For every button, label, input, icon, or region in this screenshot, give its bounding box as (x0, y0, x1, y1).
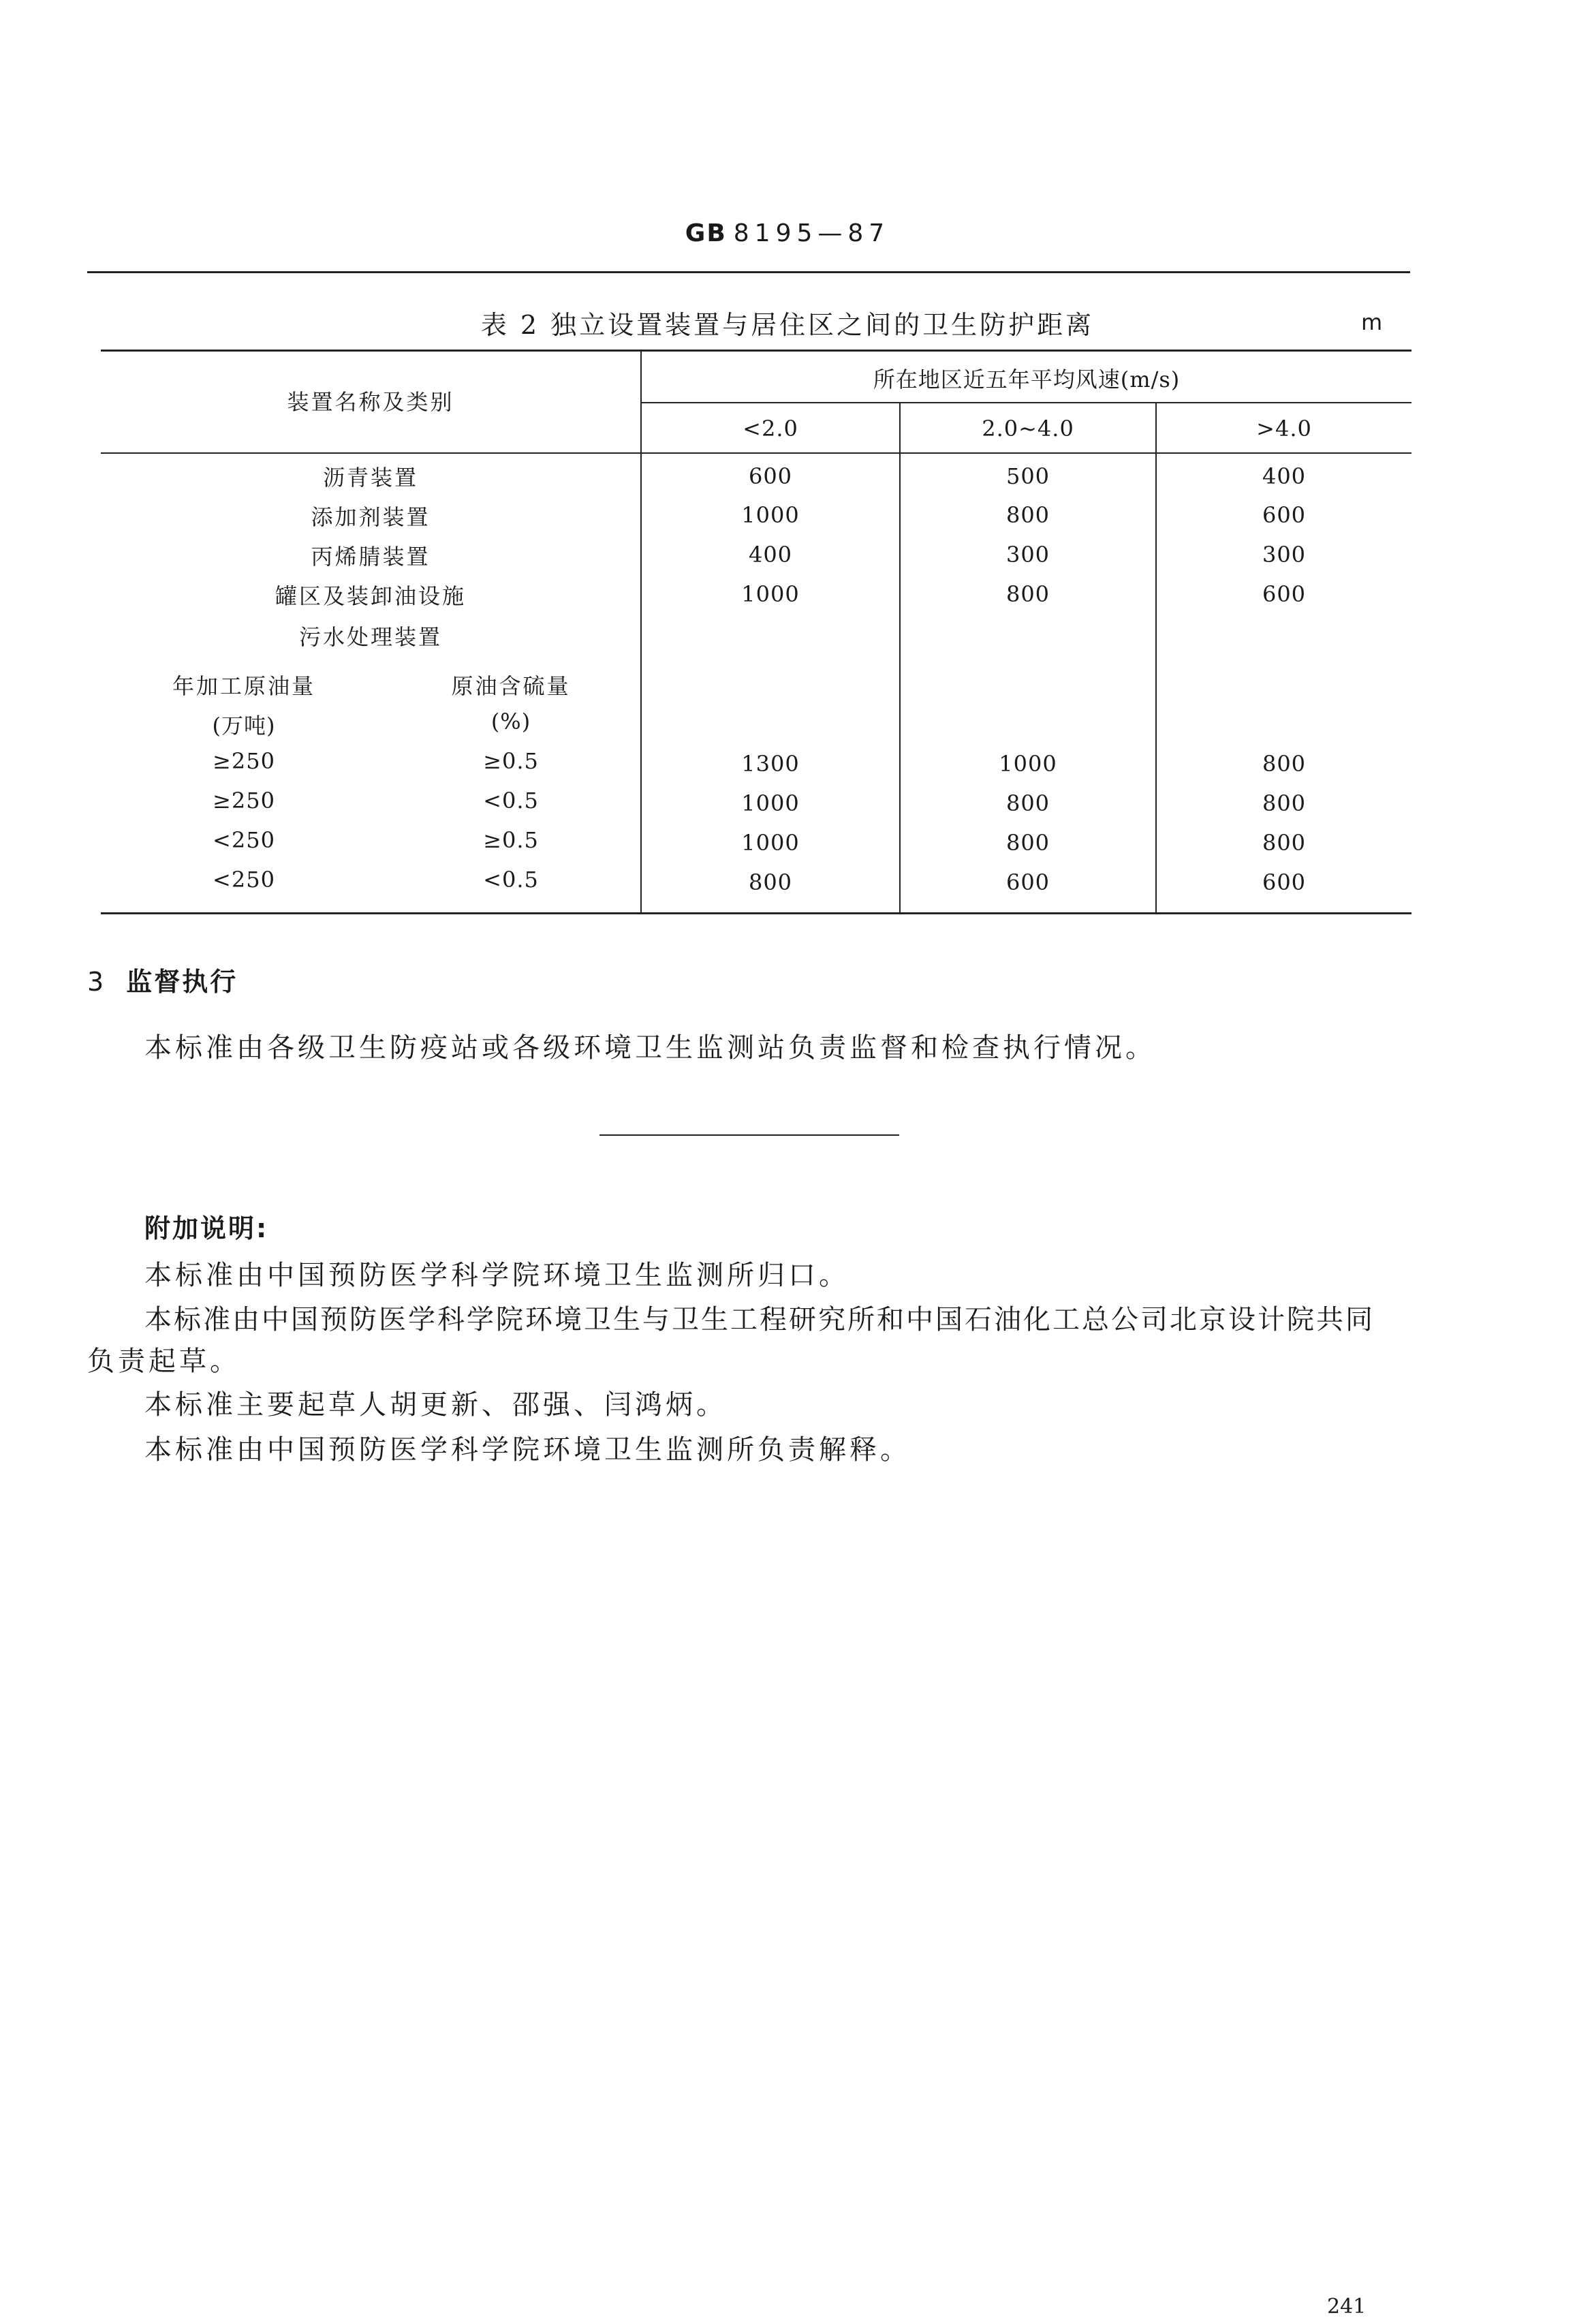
distance-value: 1000 (741, 830, 800, 856)
device-name: 沥青装置 (322, 465, 418, 491)
sulfur-value: <0.5 (483, 867, 539, 893)
table-top-rule (101, 350, 1412, 352)
table-caption: 表 2 独立设置装置与居住区之间的卫生防护距离 (480, 310, 1095, 340)
distance-value: 800 (1005, 790, 1050, 816)
sulfur-value: ≥0.5 (483, 748, 539, 774)
notes-line: 负责起草。 (87, 1346, 240, 1377)
table-unit: m (1361, 309, 1383, 335)
notes-heading: 附加说明: (144, 1213, 269, 1243)
device-name: 污水处理装置 (298, 624, 442, 650)
distance-value: 600 (1262, 581, 1307, 607)
distance-value: 600 (1005, 869, 1050, 895)
notes-line: 本标准由中国预防医学科学院环境卫生监测所负责解释。 (144, 1434, 911, 1466)
capacity-value: <250 (213, 827, 275, 853)
device-name: 丙烯腈装置 (311, 544, 431, 570)
capacity-unit: (万吨) (212, 713, 276, 739)
distance-value: 600 (1262, 502, 1307, 528)
distance-value: 800 (748, 869, 793, 895)
capacity-header: 年加工原油量 (172, 673, 315, 699)
section-heading (87, 961, 238, 998)
distance-value: 800 (1262, 790, 1307, 816)
distance-value: 800 (1005, 581, 1050, 607)
distance-value: 1300 (741, 751, 800, 777)
sulfur-value: <0.5 (483, 788, 539, 814)
distance-value: 300 (1005, 542, 1050, 568)
section-number: 3 (87, 967, 106, 997)
capacity-value: <250 (213, 867, 275, 893)
distance-value: 800 (1005, 502, 1050, 528)
notes-line: 本标准主要起草人胡更新、邵强、闫鸿炳。 (144, 1389, 727, 1421)
standard-prefix: GB (685, 219, 727, 247)
table-bottom-rule (101, 912, 1412, 914)
page-header (0, 219, 1575, 247)
distance-value: 600 (1262, 869, 1307, 895)
column-header-wind-speed: 所在地区近五年平均风速(m/s) (873, 367, 1181, 392)
distance-value: 800 (1262, 830, 1307, 856)
sulfur-value: ≥0.5 (483, 827, 539, 853)
standard-code: 8195—87 (733, 219, 890, 247)
distance-value: 1000 (741, 581, 800, 607)
column-header-wind-high: >4.0 (1256, 416, 1312, 441)
capacity-value: ≥250 (213, 748, 275, 774)
page-number: 241 (1327, 2295, 1367, 2319)
distance-value: 400 (1262, 463, 1307, 489)
distance-value: 1000 (999, 751, 1057, 777)
distance-value: 300 (1262, 542, 1307, 568)
capacity-value: ≥250 (213, 788, 275, 814)
end-rule (599, 1134, 899, 1136)
column-header-name: 装置名称及类别 (287, 389, 454, 415)
device-name: 添加剂装置 (311, 504, 431, 530)
notes-line: 本标准由中国预防医学科学院环境卫生监测所归口。 (144, 1260, 849, 1291)
column-header-wind-mid: 2.0~4.0 (982, 416, 1074, 441)
section-title: 监督执行 (126, 967, 238, 997)
device-name: 罐区及装卸油设施 (275, 583, 466, 609)
column-header-wind-low: <2.0 (743, 416, 798, 441)
header-rule (87, 271, 1410, 273)
distance-value: 1000 (741, 502, 800, 528)
section-paragraph: 本标准由各级卫生防疫站或各级环境卫生监测站负责监督和检查执行情况。 (144, 1032, 1156, 1064)
distance-value: 500 (1005, 463, 1050, 489)
table-header-rule (101, 452, 1412, 454)
notes-line: 本标准由中国预防医学科学院环境卫生与卫生工程研究所和中国石油化工总公司北京设计院共同 (144, 1304, 1375, 1335)
sulfur-header: 原油含硫量 (451, 673, 571, 699)
sulfur-unit: (%) (490, 709, 531, 734)
distance-value: 800 (1005, 830, 1050, 856)
distance-value: 600 (748, 463, 793, 489)
table-subheader-rule (641, 402, 1412, 403)
distance-value: 800 (1262, 751, 1307, 777)
distance-value: 1000 (741, 790, 800, 816)
distance-value: 400 (748, 542, 793, 568)
